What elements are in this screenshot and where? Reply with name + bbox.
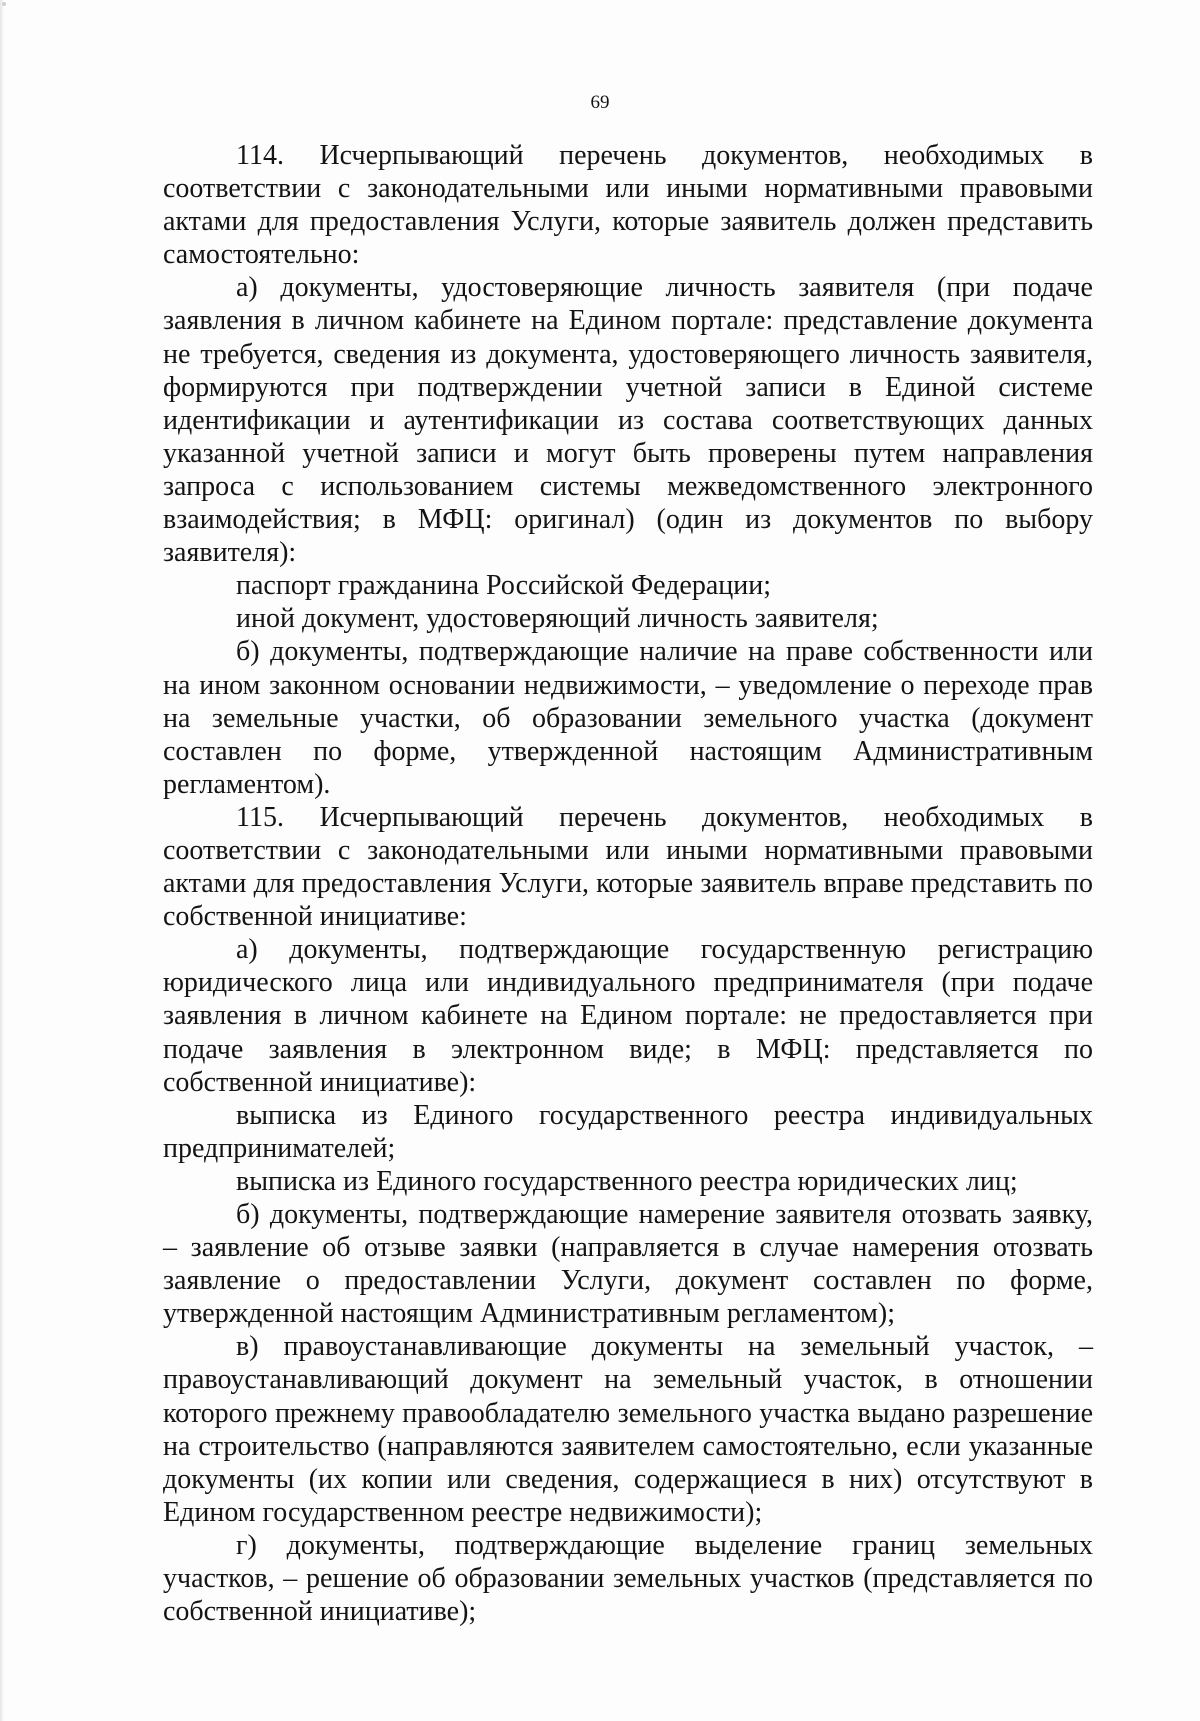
paragraph-114-b: б) документы, подтверждающие наличие на праве собственности или на ином законном основании недвижимости, – уведомление о переходе прав на земельные участки, об образовании земельного участка (документ составлен по форме, утвержденной настоящим Административным регламентом).: [163, 636, 1093, 800]
paragraph-114-a: а) документы, удостоверяющие личность заявителя (при подаче заявления в личном кабинете на Едином портале: представление документа не требуется, сведения из документа, удостоверяющего личность заявителя, формируются при подтверждении учетной записи в Единой системе идентификации и аутентификации из состава соответствующих данных указанной учетной записи и могут быть проверены путем направления запроса с использованием системы межведомственного электронного взаимодействия; в МФЦ: оригинал) (один из документов по выбору заявителя):: [163, 272, 1093, 569]
scan-corner-dot: [2, 2, 6, 6]
paragraph-115-g: г) документы, подтверждающие выделение границ земельных участков, – решение об образовании земельных участков (представляется по собственной инициативе);: [163, 1529, 1093, 1628]
paragraph-114-a-other-id: иной документ, удостоверяющий личность заявителя;: [236, 603, 879, 635]
page-number: 69: [590, 92, 610, 113]
paragraph-114-intro: 114. Исчерпывающий перечень документов, необходимых в соответствии с законодательными или иными нормативными правовыми актами для предоставления Услуги, которые заявитель должен представить самостоятельно:: [163, 140, 1093, 271]
document-body: [163, 139, 1093, 1628]
paragraph-115-a-egrip: выписка из Единого государственного реестра индивидуальных предпринимателей;: [163, 1099, 1093, 1164]
paragraph-115-v: в) правоустанавливающие документы на земельный участок, – правоустанавливающий документ на земельный участок, в отношении которого прежнему правообладателю земельного участка выдано разрешение на строительство (направляются заявителем самостоятельно, если указанные документы (их копии или сведения, содержащиеся в них) отсутствуют в Едином государственном реестре недвижимости);: [163, 1331, 1093, 1528]
paragraph-114-a-passport: паспорт гражданина Российской Федерации;: [236, 570, 772, 602]
scan-edge-shadow: [0, 0, 4, 1721]
paragraph-115-b: б) документы, подтверждающие намерение заявителя отозвать заявку, – заявление об отзыве заявки (направляется в случае намерения отозвать заявление о предоставлении Услуги, документ составлен по форме, утвержденной настоящим Административным регламентом);: [163, 1199, 1093, 1330]
paragraph-115-a-egrul: выписка из Единого государственного реестра юридических лиц;: [236, 1165, 1018, 1197]
paragraph-115-a: а) документы, подтверждающие государственную регистрацию юридического лица или индивидуального предпринимателя (при подаче заявления в личном кабинете на Едином портале: не предоставляется при подаче заявления в электронном виде; в МФЦ: представляется по собственной инициативе):: [163, 934, 1093, 1098]
paragraph-115-intro: 115. Исчерпывающий перечень документов, необходимых в соответствии с законодательными или иными нормативными правовыми актами для предоставления Услуги, которые заявитель вправе представить по собственной инициативе:: [163, 801, 1093, 933]
